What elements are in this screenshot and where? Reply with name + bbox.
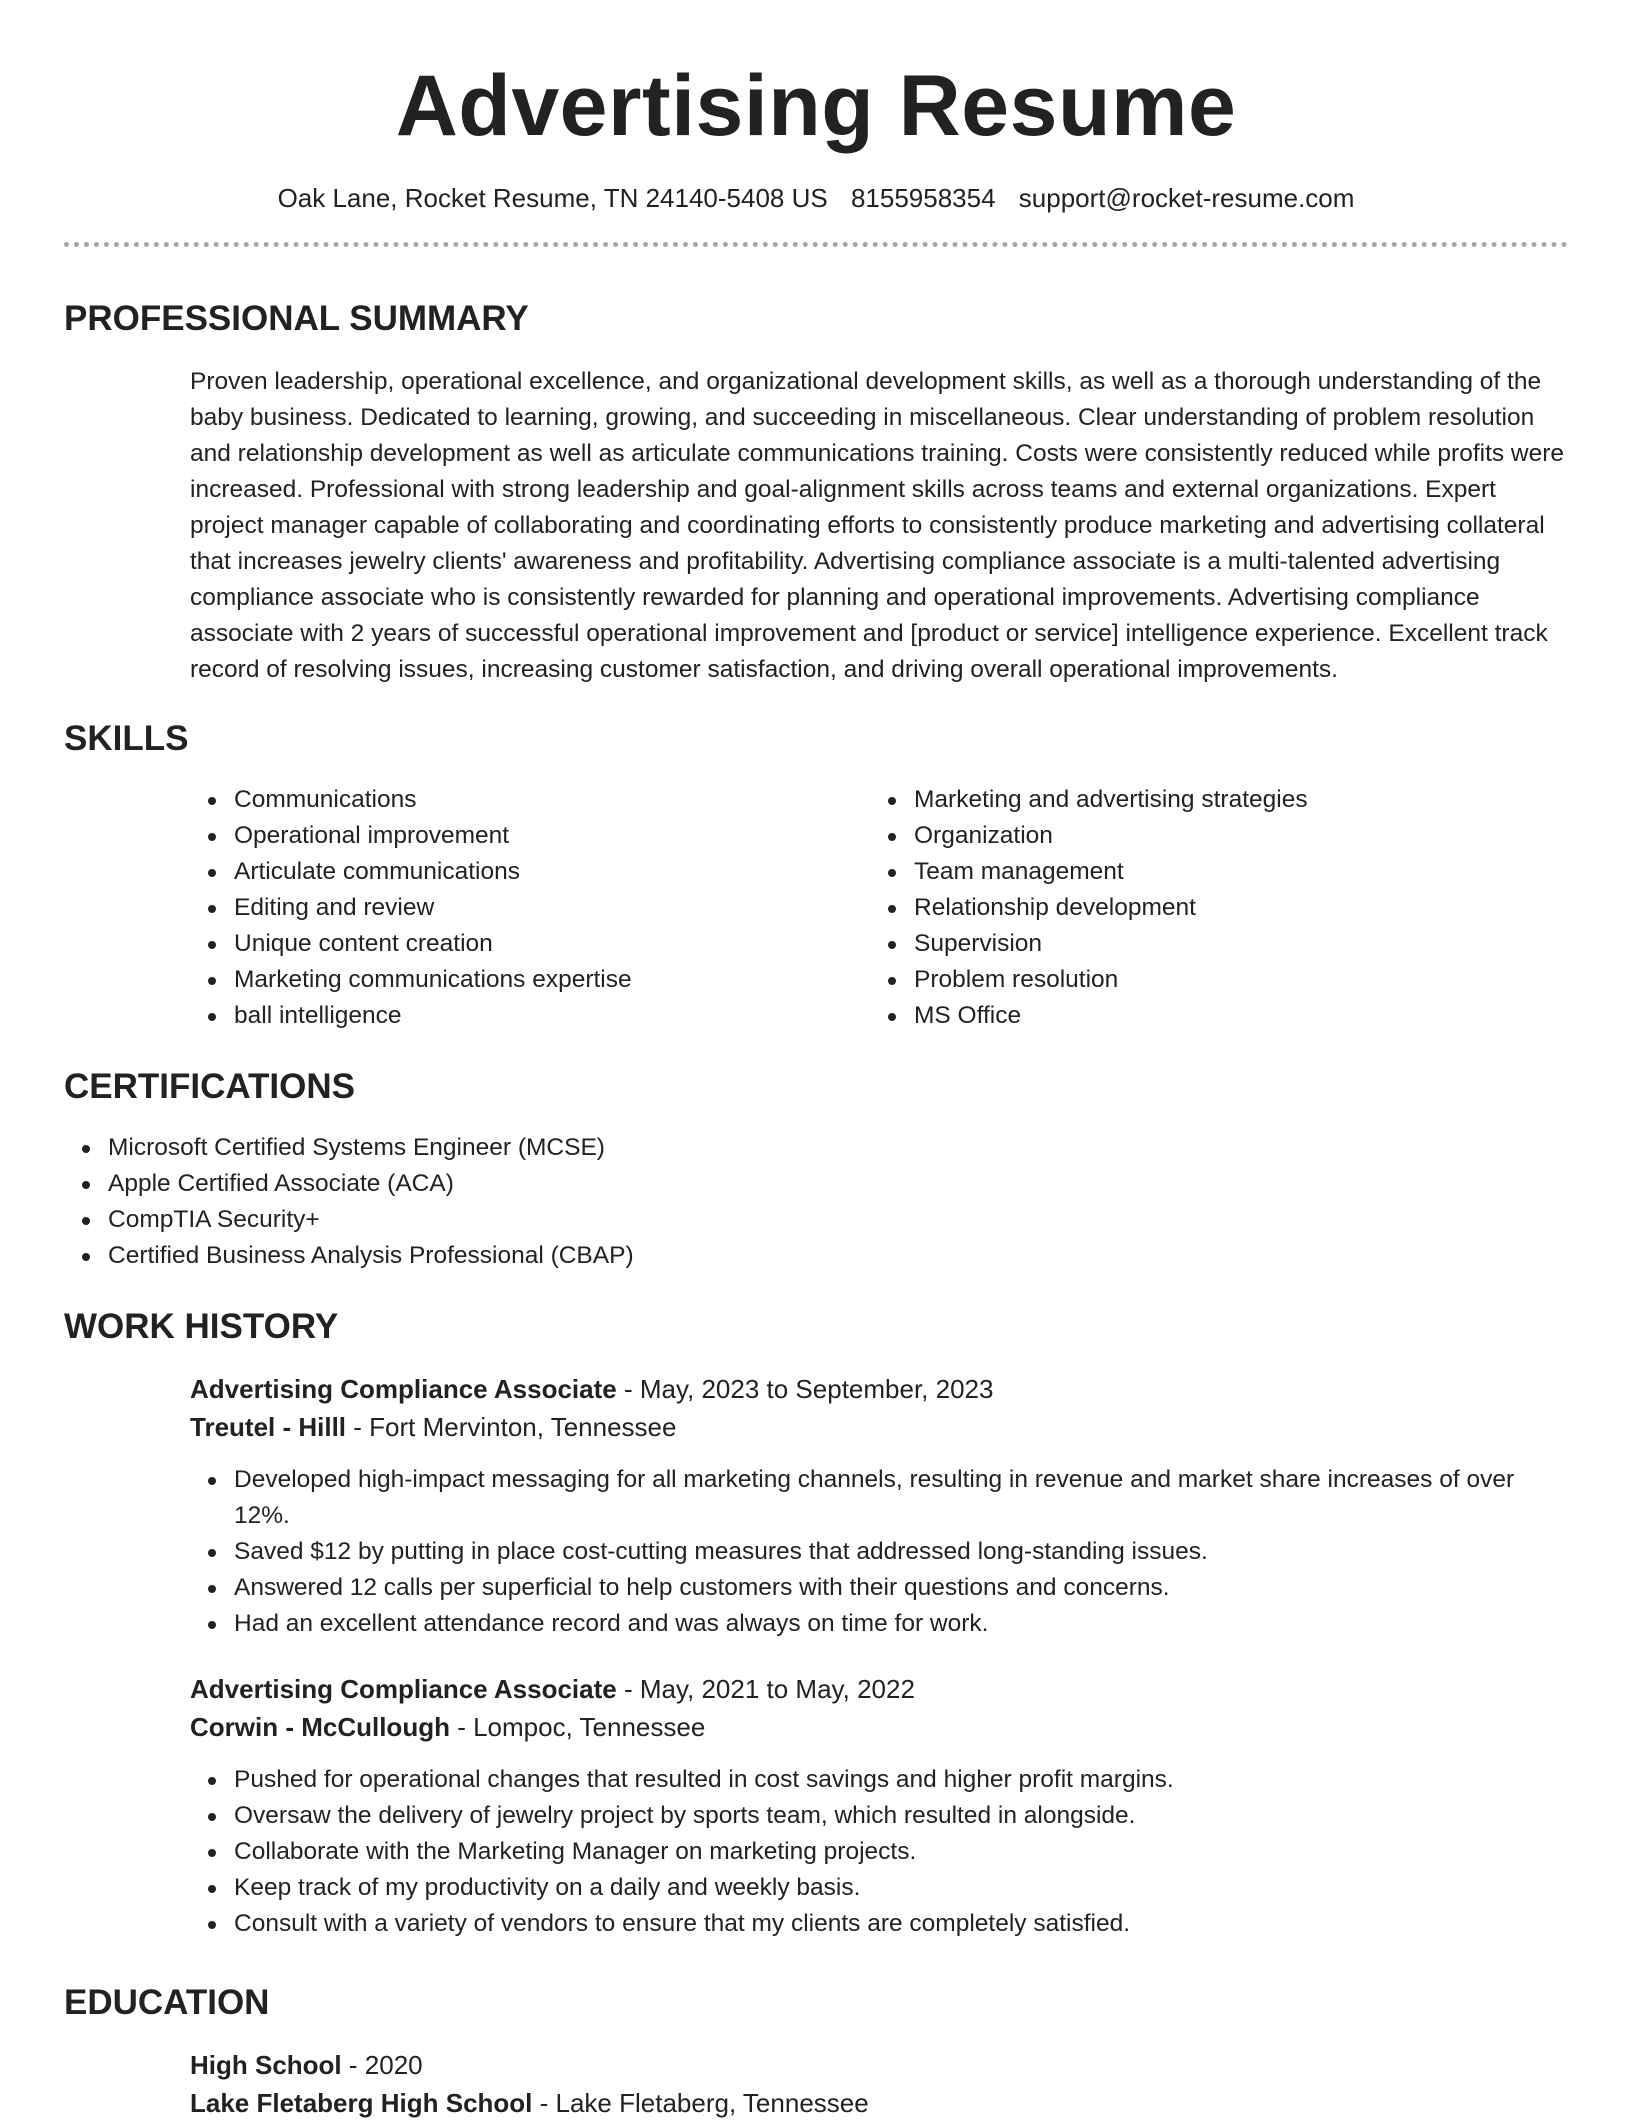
- skills-list-left: [190, 782, 870, 1034]
- job-bullet: Answered 12 calls per superficial to help customers with their questions and concerns.: [190, 1570, 1568, 1606]
- job-bullet: Developed high-impact messaging for all marketing channels, resulting in revenue and market share increases of over 12%.: [190, 1462, 1568, 1534]
- skills-list-right: [870, 782, 1550, 1034]
- skill-item: MS Office: [870, 998, 1550, 1034]
- job-bullets: [190, 1462, 1568, 1642]
- job-company: Corwin - McCullough: [190, 1712, 450, 1742]
- header-divider: [64, 242, 1568, 247]
- education-degree-line: [190, 2046, 1568, 2084]
- skill-item: Organization: [870, 818, 1550, 854]
- education-year: - 2020: [341, 2050, 423, 2080]
- job-entry: [190, 1370, 1568, 1642]
- job-role: Advertising Compliance Associate: [190, 1374, 617, 1404]
- job-dates: - May, 2023 to September, 2023: [616, 1374, 994, 1404]
- certification-item: Apple Certified Associate (ACA): [64, 1166, 1568, 1202]
- contact-address: Oak Lane, Rocket Resume, TN 24140-5408 US: [277, 183, 828, 213]
- skill-item: Relationship development: [870, 890, 1550, 926]
- skills-heading: SKILLS: [64, 719, 189, 758]
- job-company-line: [190, 1408, 1568, 1446]
- resume-page: [64, 0, 1568, 2118]
- contact-phone: 8155958354: [850, 183, 996, 213]
- certification-item: Certified Business Analysis Professional (CBAP): [64, 1238, 1568, 1274]
- skill-item: Unique content creation: [190, 926, 870, 962]
- work-history-heading: WORK HISTORY: [64, 1307, 339, 1346]
- certifications-list: [64, 1130, 1568, 1274]
- summary-section: [64, 298, 1568, 688]
- education-degree: High School: [190, 2050, 342, 2080]
- skill-item: Articulate communications: [190, 854, 870, 890]
- job-entry: [190, 1670, 1568, 1942]
- job-title-line: [190, 1370, 1568, 1408]
- job-bullet: Oversaw the delivery of jewelry project by sports team, which resulted in alongside.: [190, 1798, 1568, 1834]
- education-entry: [190, 2046, 1568, 2122]
- job-bullets: [190, 1762, 1568, 1942]
- skill-item: Operational improvement: [190, 818, 870, 854]
- education-location: - Lake Fletaberg, Tennessee: [532, 2088, 869, 2118]
- summary-text: Proven leadership, operational excellence, and organizational development skills, as well as a thorough understanding of the baby business. Dedicated to learning, growing, and succeeding in miscellaneous. Clear understanding of problem resolution and relationship development as well as articulate communications training. Costs were consistently reduced while profits were increased. Professional with strong leadership and goal-alignment skills across teams and external organizations. Expert project manager capable of collaborating and coordinating efforts to consistently produce marketing and advertising collateral that increases jewelry clients' awareness and profitability. Advertising compliance associate is a multi-talented advertising compliance associate who is consistently rewarded for planning and operational improvements. Advertising compliance associate with 2 years of successful operational improvement and [product or service] intelligence experience. Excellent track record of resolving issues, increasing customer satisfaction, and driving overall operational improvements.: [190, 368, 1565, 683]
- job-title-line: [190, 1670, 1568, 1708]
- resume-name: Advertising Resume: [395, 58, 1237, 154]
- contact-email: support@rocket-resume.com: [1018, 183, 1355, 213]
- job-bullet: Consult with a variety of vendors to ensure that my clients are completely satisfied.: [190, 1906, 1568, 1942]
- job-location: - Fort Mervinton, Tennessee: [346, 1412, 677, 1442]
- job-company: Treutel - Hilll: [190, 1412, 347, 1442]
- job-bullet: Keep track of my productivity on a daily and weekly basis.: [190, 1870, 1568, 1906]
- skills-grid: [190, 782, 1568, 1034]
- certifications-heading: CERTIFICATIONS: [64, 1067, 356, 1106]
- job-company-line: [190, 1708, 1568, 1746]
- job-bullet: Pushed for operational changes that resulted in cost savings and higher profit margins.: [190, 1762, 1568, 1798]
- skill-item: Marketing and advertising strategies: [870, 782, 1550, 818]
- certification-item: Microsoft Certified Systems Engineer (MCSE): [64, 1130, 1568, 1166]
- job-dates: - May, 2021 to May, 2022: [616, 1674, 915, 1704]
- skill-item: Problem resolution: [870, 962, 1550, 998]
- education-school: Lake Fletaberg High School: [190, 2088, 533, 2118]
- education-heading: EDUCATION: [64, 1983, 270, 2022]
- certifications-section: [64, 1066, 1568, 1274]
- job-bullet: Had an excellent attendance record and was always on time for work.: [190, 1606, 1568, 1642]
- job-location: - Lompoc, Tennessee: [449, 1712, 706, 1742]
- job-bullet: Collaborate with the Marketing Manager on marketing projects.: [190, 1834, 1568, 1870]
- skill-item: Editing and review: [190, 890, 870, 926]
- skill-item: Team management: [870, 854, 1550, 890]
- education-school-line: [190, 2084, 1568, 2122]
- contact-line: [64, 182, 1568, 214]
- skill-item: ball intelligence: [190, 998, 870, 1034]
- job-bullet: Saved $12 by putting in place cost-cutting measures that addressed long-standing issues.: [190, 1534, 1568, 1570]
- certification-item: CompTIA Security+: [64, 1202, 1568, 1238]
- skill-item: Communications: [190, 782, 870, 818]
- job-role: Advertising Compliance Associate: [190, 1674, 617, 1704]
- education-section: [64, 1982, 1568, 2122]
- skills-section: [64, 718, 1568, 1034]
- skill-item: Marketing communications expertise: [190, 962, 870, 998]
- skill-item: Supervision: [870, 926, 1550, 962]
- summary-heading: PROFESSIONAL SUMMARY: [64, 299, 529, 338]
- work-history-section: [64, 1306, 1568, 1942]
